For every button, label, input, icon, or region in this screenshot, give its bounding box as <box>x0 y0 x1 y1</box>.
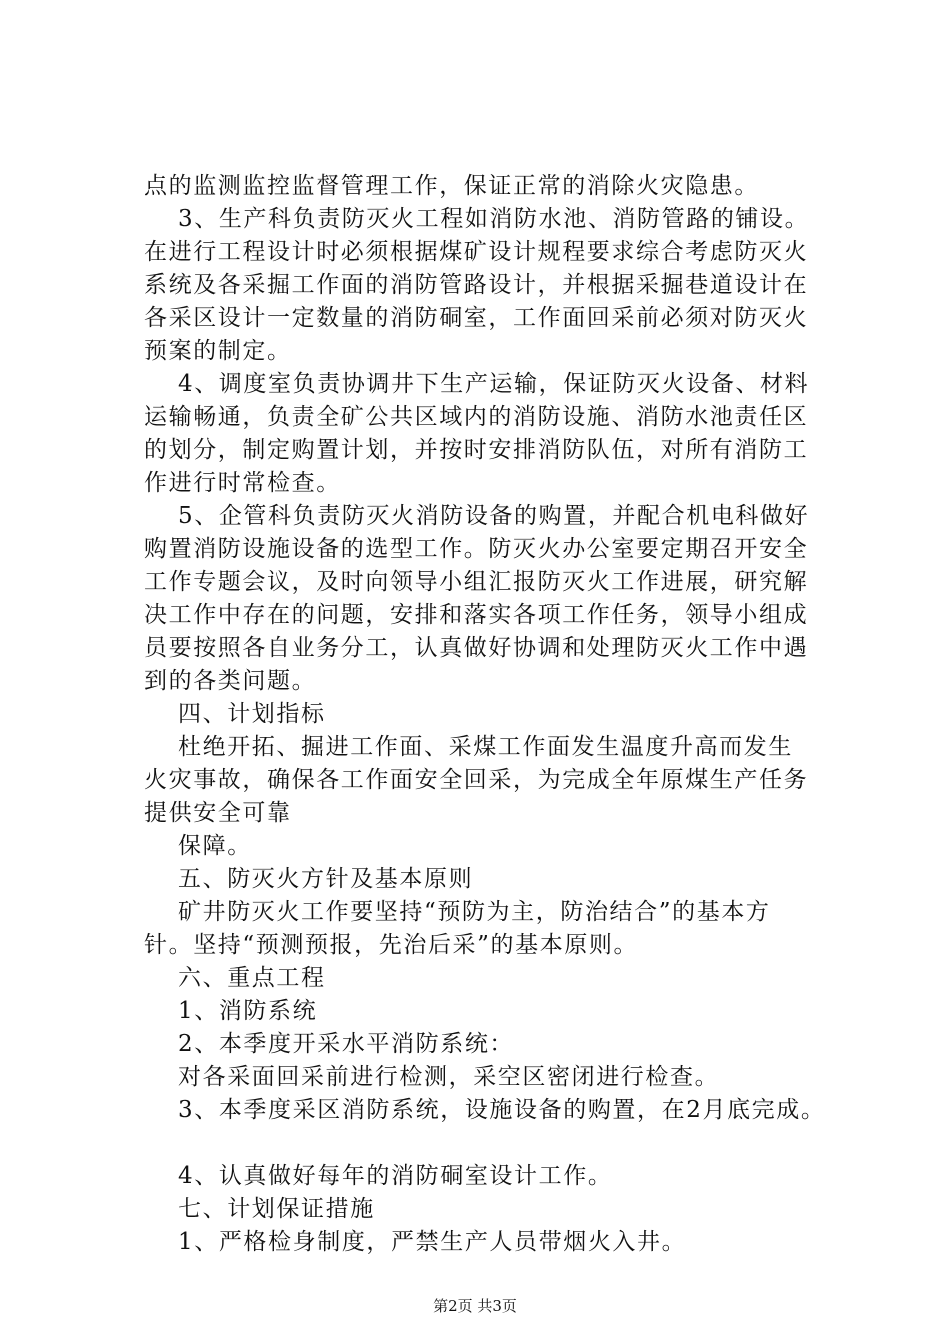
text-line: 到的各类问题。 <box>144 668 317 694</box>
text-line: 提供安全可靠 <box>144 800 292 826</box>
text-line: 购置消防设施设备的选型工作。防灭火办公室要定期召开安全 <box>144 536 809 562</box>
text-line: 员要按照各自业务分工，认真做好协调和处理防灭火工作中遇 <box>144 635 809 661</box>
text-line: 5、企管科负责防灭火消防设备的购置，并配合机电科做好 <box>178 503 810 529</box>
text-line: 预案的制定。 <box>144 338 292 364</box>
text-line: 杜绝开拓、掘进工作面、采煤工作面发生温度升高而发生 <box>178 734 793 760</box>
text-line: 运输畅通，负责全矿公共区域内的消防设施、消防水池责任区 <box>144 404 809 430</box>
text-line: 针。坚持“预测预报，先治后采”的基本原则。 <box>144 932 639 958</box>
text-line: 3、本季度采区消防系统，设施设备的购置，在2月底完成。 <box>178 1097 826 1123</box>
text-line: 1、严格检身制度，严禁生产人员带烟火入井。 <box>178 1229 687 1255</box>
text-line: 系统及各采掘工作面的消防管路设计，并根据采掘巷道设计在 <box>144 272 809 298</box>
text-line: 矿井防灭火工作要坚持“预防为主，防治结合”的基本方 <box>178 899 771 925</box>
text-line: 对各采面回采前进行检测，采空区密闭进行检查。 <box>178 1064 720 1090</box>
text-line: 2、本季度开采水平消防系统： <box>178 1031 515 1057</box>
text-line: 4、认真做好每年的消防硐室设计工作。 <box>178 1163 613 1189</box>
section-heading: 七、计划保证措施 <box>178 1196 375 1222</box>
text-line: 的划分，制定购置计划，并按时安排消防队伍，对所有消防工 <box>144 437 809 463</box>
text-line: 工作专题会议，及时向领导小组汇报防灭火工作进展，研究解 <box>144 569 809 595</box>
section-heading: 四、计划指标 <box>178 701 326 727</box>
text-line: 3、生产科负责防灭火工程如消防水池、消防管路的铺设。 <box>178 206 810 232</box>
text-line: 4、调度室负责协调井下生产运输，保证防灭火设备、材料 <box>178 371 810 397</box>
text-line: 在进行工程设计时必须根据煤矿设计规程要求综合考虑防灭火 <box>144 239 809 265</box>
text-line: 保障。 <box>178 833 252 859</box>
text-line: 点的监测监控监督管理工作，保证正常的消除火灾隐患。 <box>144 173 759 199</box>
page-number-footer: 第2页 共3页 <box>433 1297 517 1315</box>
text-line: 决工作中存在的问题，安排和落实各项工作任务，领导小组成 <box>144 602 809 628</box>
text-line: 作进行时常检查。 <box>144 470 341 496</box>
section-heading: 五、防灭火方针及基本原则 <box>178 866 474 892</box>
text-line: 各采区设计一定数量的消防硐室，工作面回采前必须对防灭火 <box>144 305 809 331</box>
text-line: 1、消防系统 <box>178 998 318 1024</box>
section-heading: 六、重点工程 <box>178 965 326 991</box>
text-line: 火灾事故，确保各工作面安全回采，为完成全年原煤生产任务 <box>144 767 809 793</box>
